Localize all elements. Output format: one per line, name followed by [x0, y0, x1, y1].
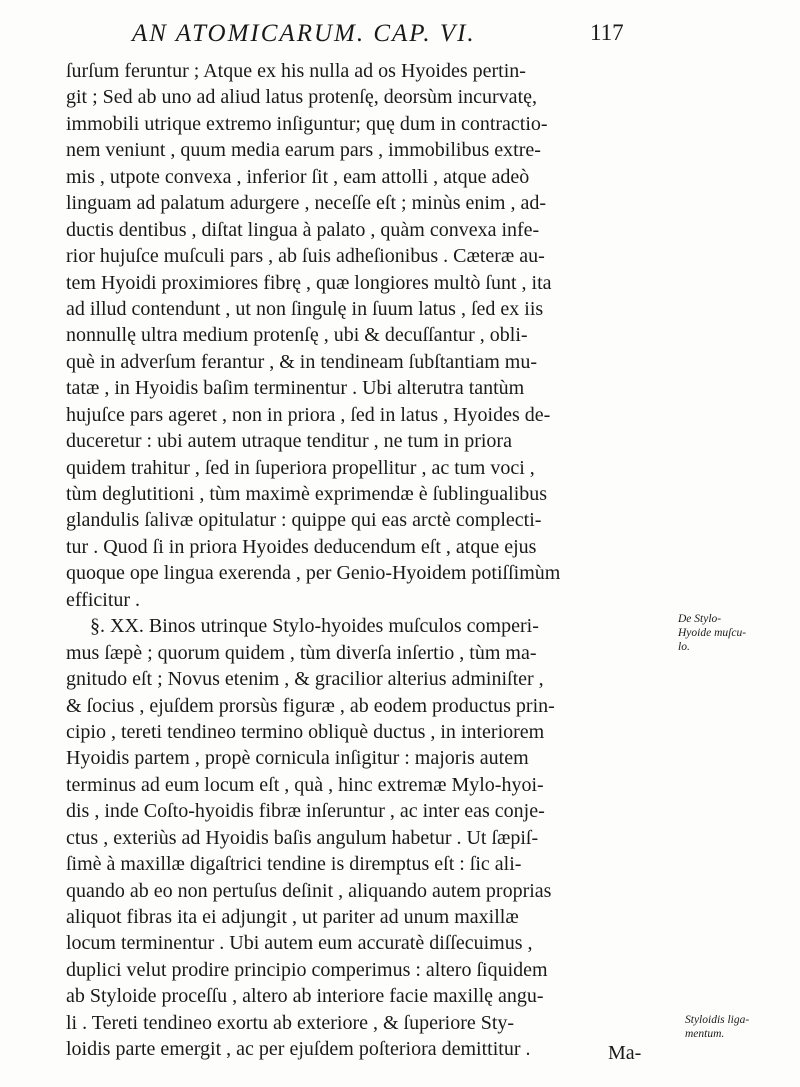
text-line-24: gnitudo eſt ; Novus etenim , & gracilior alterius adminiſter ,: [66, 668, 544, 691]
main-text-block: [66, 58, 676, 1063]
text-line-10: ad illud contendunt , ut non ſingulę in ſuum latus , ſed ex iis: [66, 297, 544, 320]
text-line-18: glandulis ſalivæ opitulatur : quippe qui eas arctè complecti-: [66, 509, 542, 532]
text-line-21: efficitur .: [66, 588, 141, 611]
text-line-38: loidis parte emergit , ac per ejuſdem poſteriora demittitur .: [66, 1038, 531, 1061]
text-line-2: git ; Sed ab uno ad aliud latus protenſę, deorsùm incurvatę,: [66, 86, 537, 109]
text-line-26: cipio , tereti tendineo termino obliquè ductus , in interiorem: [66, 720, 545, 743]
text-line-16: quidem trahitur , ſed in ſuperiora propellitur , ac tum voci ,: [66, 456, 535, 479]
text-line-3: immobili utrique extremo inſiguntur; quę dum in contractio-: [66, 112, 548, 135]
text-line-1: ſurſum feruntur ; Atque ex his nulla ad os Hyoides pertin-: [66, 60, 526, 82]
margin-note-stylo-hyoide: [678, 612, 746, 654]
text-line-19: tur . Quod ſi in priora Hyoides deducendum eſt , atque ejus: [66, 535, 537, 558]
text-line-25: & ſocius , ejuſdem prorsùs figuræ , ab eodem productus prin-: [66, 694, 555, 717]
text-line-8: rior hujuſce muſculi pars , ab ſuis adheſionibus . Cæteræ au-: [66, 245, 545, 268]
margin-note-line: Hyoide muſcu-: [678, 627, 747, 639]
text-line-32: quando ab eo non pertuſus deſinit , aliquando autem proprias: [66, 879, 552, 902]
text-line-29: dis , inde Coſto-hyoidis fibræ inſeruntur , ac inter eas conje-: [66, 800, 545, 823]
text-line-6: linguam ad palatum adurgere , neceſſe eſt ; minùs enim , ad-: [66, 192, 547, 215]
text-line-4: nem veniunt , quum media earum pars , immobilibus extre-: [66, 139, 541, 162]
text-line-5: mis , utpote convexa , inferior ſit , eam attolli , atque adeò: [66, 165, 530, 188]
margin-note-line: Styloidis liga-: [685, 1014, 750, 1026]
text-line-7: ductis dentibus , diſtat lingua à palato , quàm convexa infe-: [66, 218, 540, 241]
text-line-37: li . Tereti tendineo exortu ab exteriore , & ſuperiore Sty-: [66, 1011, 515, 1034]
page-number: 117: [590, 20, 624, 45]
text-line-30: ctus , exteriùs ad Hyoidis baſis angulum habetur . Ut ſæpiſ-: [66, 826, 539, 849]
catchword: Ma-: [608, 1042, 642, 1064]
text-line-20: quoque ope lingua exerenda , per Genio-Hyoidem potiſſimùm: [66, 562, 561, 585]
running-header-title: AN ATOMICARUM. CAP. VI.: [132, 20, 476, 47]
text-line-13: tatæ , in Hyoidis baſim terminentur . Ubi alterutra tantùm: [66, 377, 525, 400]
text-line-15: duceretur : ubi autem utraque tenditur , ne tum in priora: [66, 430, 512, 453]
margin-note-styloidis-ligamentum: [685, 1013, 749, 1041]
text-line-12: què in adverſum ferantur , & in tendineam ſubſtantiam mu-: [66, 350, 537, 373]
text-line-9: tem Hyoidi proximiores fibrę , quæ longiores multò ſunt , ita: [66, 271, 552, 294]
margin-note-line: De Stylo-: [678, 613, 722, 625]
text-line-17: tùm deglutitioni , tùm maximè exprimendæ è ſublingualibus: [66, 483, 548, 505]
text-line-14: hujuſce pars ageret , non in priora , ſed in latus , Hyoides de-: [66, 403, 551, 426]
text-line-36: ab Styloide proceſſu , altero ab interiore facie maxillę angu-: [66, 985, 544, 1008]
section-heading-line: §. XX. Binos utrinque Stylo-hyoides muſculos comperi-: [90, 615, 539, 638]
text-line-33: aliquot fibras ita ei adjungit , ut pariter ad unum maxillæ: [66, 906, 519, 928]
text-line-27: Hyoidis partem , propè cornicula inſigitur : majoris autem: [66, 747, 529, 770]
text-line-28: terminus ad eum locum eſt , quà , hinc extremæ Mylo-hyoi-: [66, 773, 544, 796]
margin-note-line: mentum.: [685, 1028, 725, 1040]
text-line-23: mus ſæpè ; quorum quidem , tùm diverſa inſertio , tùm ma-: [66, 641, 537, 664]
text-line-31: ſimè à maxillæ digaſtrici tendine is diremptus eſt : ſic ali-: [66, 853, 522, 876]
text-line-11: nonnullę ultra medium protenſę , ubi & decuſſantur , obli-: [66, 324, 528, 347]
text-line-34: locum terminentur . Ubi autem eum accuratè diſſecuimus ,: [66, 932, 533, 955]
margin-note-line: lo.: [678, 641, 690, 653]
text-line-35: duplici velut prodire principio comperimus : altero ſiquidem: [66, 958, 548, 981]
